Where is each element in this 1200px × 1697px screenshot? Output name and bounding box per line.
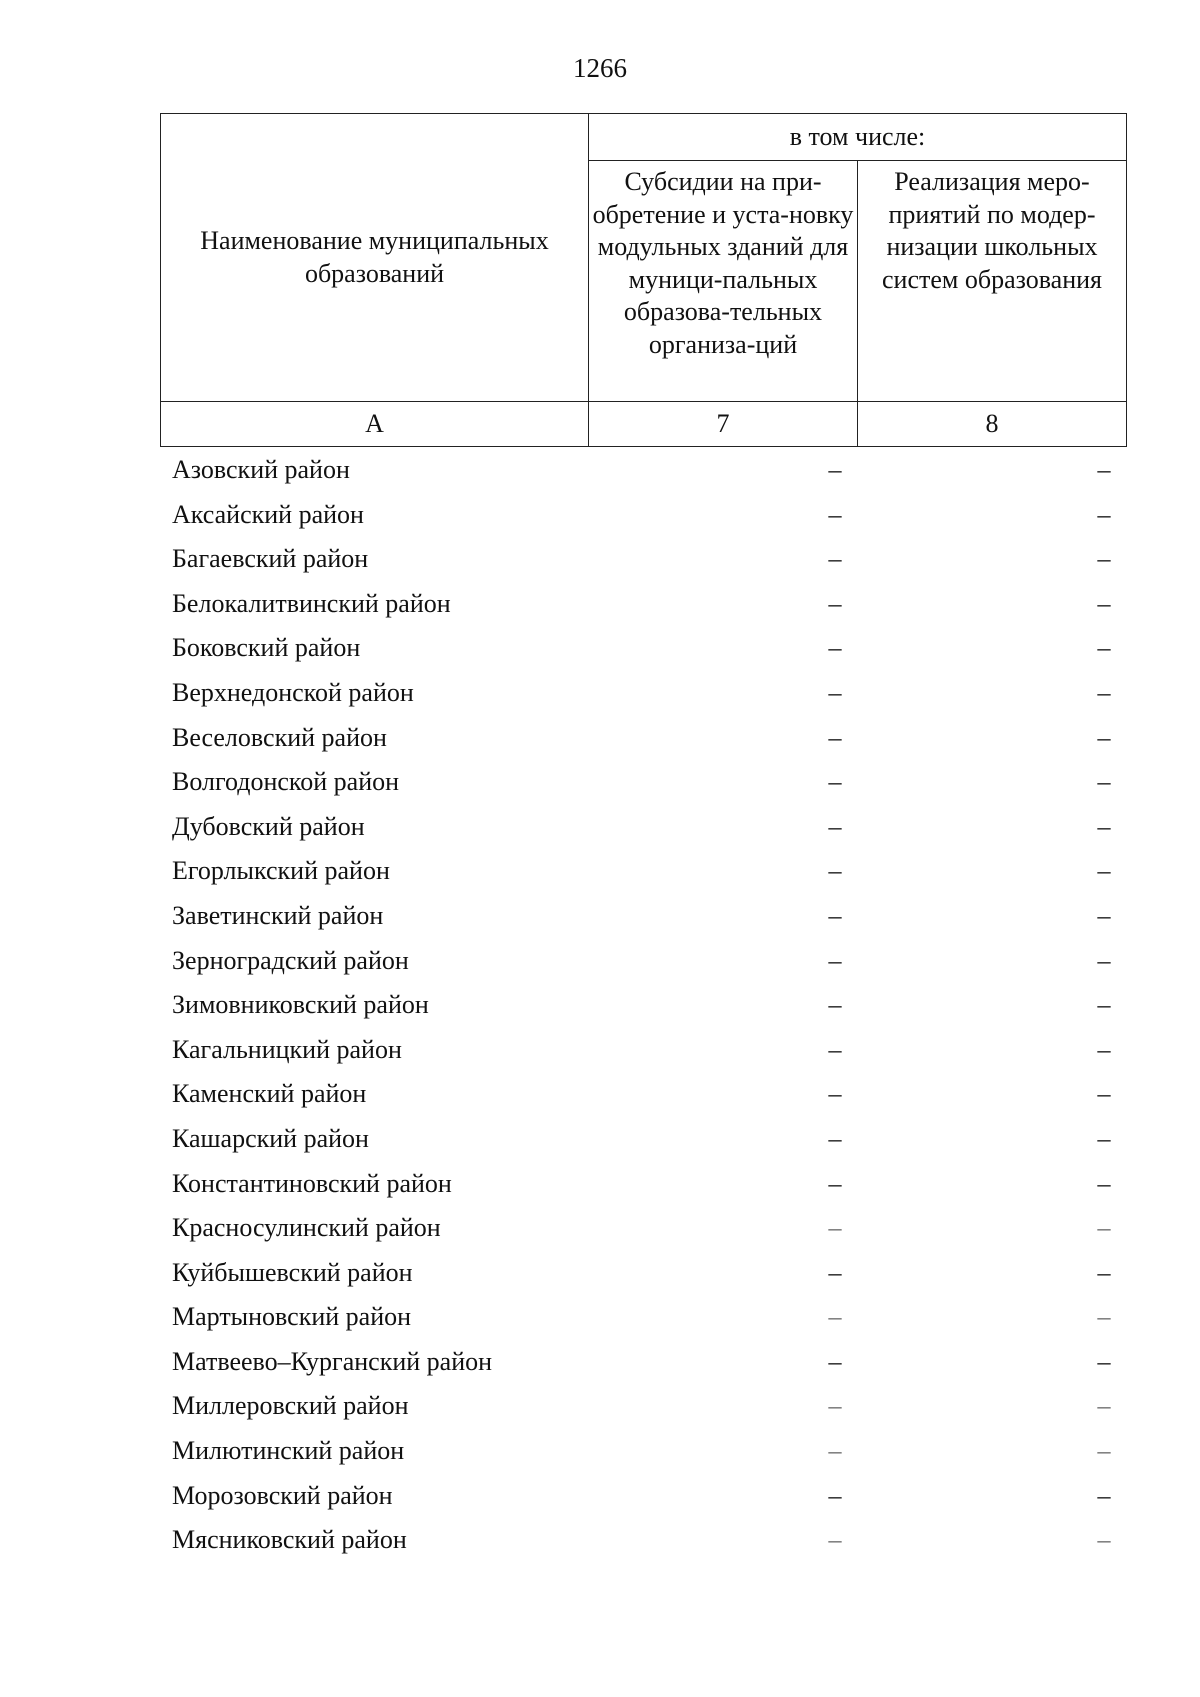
row-municipality-name: Милютинский район — [172, 1436, 405, 1466]
table-row — [160, 1206, 1127, 1251]
table-row — [160, 448, 1127, 493]
table-row — [160, 1117, 1127, 1162]
row-value-col-7: – — [828, 633, 842, 663]
row-municipality-name: Дубовский район — [172, 811, 365, 841]
header-row-numbers — [161, 402, 1127, 447]
table-row — [160, 626, 1127, 671]
row-value-col-7: – — [828, 900, 842, 930]
row-value-col-7: – — [828, 856, 842, 886]
row-value-col-8: – — [1097, 1168, 1111, 1198]
row-municipality-name: Мясниковский район — [172, 1525, 407, 1555]
row-value-col-7: – — [828, 677, 842, 707]
table-row — [160, 1028, 1127, 1073]
row-municipality-name: Азовский район — [172, 455, 350, 484]
table-row — [160, 1162, 1127, 1207]
row-value-col-8: – — [1097, 1034, 1111, 1064]
row-municipality-name: Багаевский район — [172, 544, 369, 574]
table-row — [160, 1295, 1127, 1340]
row-value-col-7: – — [828, 1302, 842, 1332]
row-value-col-7: – — [828, 1123, 842, 1153]
row-value-col-7: – — [828, 990, 842, 1020]
row-value-col-8: – — [1097, 811, 1111, 841]
header-col-8-text: Реализация меро-приятий по модер-низации школьных систем образования — [882, 167, 1102, 294]
row-value-col-7: – — [828, 1436, 842, 1466]
row-value-col-8: – — [1097, 633, 1111, 663]
row-value-col-7: – — [828, 455, 842, 484]
row-value-col-8: – — [1097, 900, 1111, 930]
row-value-col-8: – — [1097, 1079, 1111, 1109]
table-row — [160, 849, 1127, 894]
table-header — [160, 113, 1127, 447]
row-municipality-name: Куйбышевский район — [172, 1257, 413, 1287]
table-row — [160, 1340, 1127, 1385]
row-municipality-name: Мартыновский район — [172, 1302, 412, 1332]
row-value-col-7: – — [828, 1480, 842, 1510]
row-value-col-7: – — [828, 945, 842, 975]
table-row — [160, 1518, 1127, 1563]
table-row — [160, 894, 1127, 939]
row-value-col-8: – — [1097, 499, 1111, 529]
row-value-col-8: – — [1097, 1123, 1111, 1153]
table-row — [160, 1429, 1127, 1474]
row-value-col-8: – — [1097, 1302, 1111, 1332]
row-municipality-name: Веселовский район — [172, 722, 387, 752]
table-row — [160, 582, 1127, 627]
row-value-col-7: – — [828, 499, 842, 529]
row-value-col-7: – — [828, 544, 842, 574]
header-municipality-name-text: Наименование муниципальных образований — [200, 226, 549, 288]
row-value-col-7: – — [828, 1391, 842, 1421]
row-value-col-7: – — [828, 1213, 842, 1243]
row-value-col-8: – — [1097, 1436, 1111, 1466]
row-value-col-8: – — [1097, 722, 1111, 752]
row-municipality-name: Белокалитвинский район — [172, 588, 451, 618]
row-municipality-name: Миллеровский район — [172, 1391, 409, 1421]
table-row — [160, 760, 1127, 805]
row-municipality-name: Константиновский район — [172, 1168, 452, 1198]
row-value-col-8: – — [1097, 1257, 1111, 1287]
table-body — [160, 448, 1127, 1563]
header-col-8 — [858, 161, 1127, 402]
table-row — [160, 805, 1127, 850]
header-including-group — [589, 114, 1127, 161]
table-row — [160, 671, 1127, 716]
row-municipality-name: Каменский район — [172, 1079, 367, 1109]
row-municipality-name: Боковский район — [172, 633, 361, 663]
row-municipality-name: Матвеево–Курганский район — [172, 1346, 493, 1376]
row-value-col-7: – — [828, 1346, 842, 1376]
row-value-col-8: – — [1097, 677, 1111, 707]
row-municipality-name: Егорлыкский район — [172, 856, 390, 886]
row-value-col-8: – — [1097, 455, 1111, 484]
row-municipality-name: Морозовский район — [172, 1480, 393, 1510]
row-municipality-name: Кашарский район — [172, 1123, 369, 1153]
row-value-col-7: – — [828, 767, 842, 797]
header-municipality-name — [161, 114, 589, 402]
header-num-a: А — [161, 402, 589, 447]
table-row — [160, 1474, 1127, 1519]
row-value-col-8: – — [1097, 1480, 1111, 1510]
row-value-col-8: – — [1097, 1346, 1111, 1376]
row-municipality-name: Волгодонской район — [172, 767, 400, 797]
row-value-col-8: – — [1097, 544, 1111, 574]
row-value-col-8: – — [1097, 945, 1111, 975]
header-num-8: 8 — [858, 402, 1127, 447]
page-number: 1266 — [573, 53, 627, 83]
row-value-col-7: – — [828, 722, 842, 752]
row-value-col-8: – — [1097, 990, 1111, 1020]
row-value-col-8: – — [1097, 1525, 1111, 1555]
row-value-col-7: – — [828, 1079, 842, 1109]
row-value-col-8: – — [1097, 856, 1111, 886]
table-row — [160, 716, 1127, 761]
row-municipality-name: Заветинский район — [172, 900, 384, 930]
row-value-col-7: – — [828, 588, 842, 618]
row-value-col-7: – — [828, 1168, 842, 1198]
row-value-col-8: – — [1097, 588, 1111, 618]
row-value-col-7: – — [828, 1034, 842, 1064]
table-row — [160, 493, 1127, 538]
row-municipality-name: Кагальницкий район — [172, 1034, 402, 1064]
row-value-col-7: – — [828, 1525, 842, 1555]
table-row — [160, 537, 1127, 582]
row-value-col-7: – — [828, 811, 842, 841]
table-row — [160, 1072, 1127, 1117]
row-municipality-name: Зимовниковский район — [172, 990, 429, 1020]
row-value-col-8: – — [1097, 1213, 1111, 1243]
row-value-col-8: – — [1097, 1391, 1111, 1421]
row-municipality-name: Красносулинский район — [172, 1213, 441, 1243]
header-col-7-text: Субсидии на при-обретение и уста-новку модульных зданий для муници-пальных образова-тельных организа-ций — [592, 167, 854, 359]
header-col-7 — [589, 161, 858, 402]
row-municipality-name: Зерноградский район — [172, 945, 409, 975]
table-row — [160, 1251, 1127, 1296]
row-value-col-7: – — [828, 1257, 842, 1287]
table-row — [160, 939, 1127, 984]
header-row-group — [161, 114, 1127, 161]
header-num-7: 7 — [589, 402, 858, 447]
table-row — [160, 983, 1127, 1028]
row-value-col-8: – — [1097, 767, 1111, 797]
header-including-text: в том числе: — [789, 121, 926, 151]
table-row — [160, 1384, 1127, 1429]
row-municipality-name: Верхнедонской район — [172, 677, 414, 707]
row-municipality-name: Аксайский район — [172, 499, 364, 529]
